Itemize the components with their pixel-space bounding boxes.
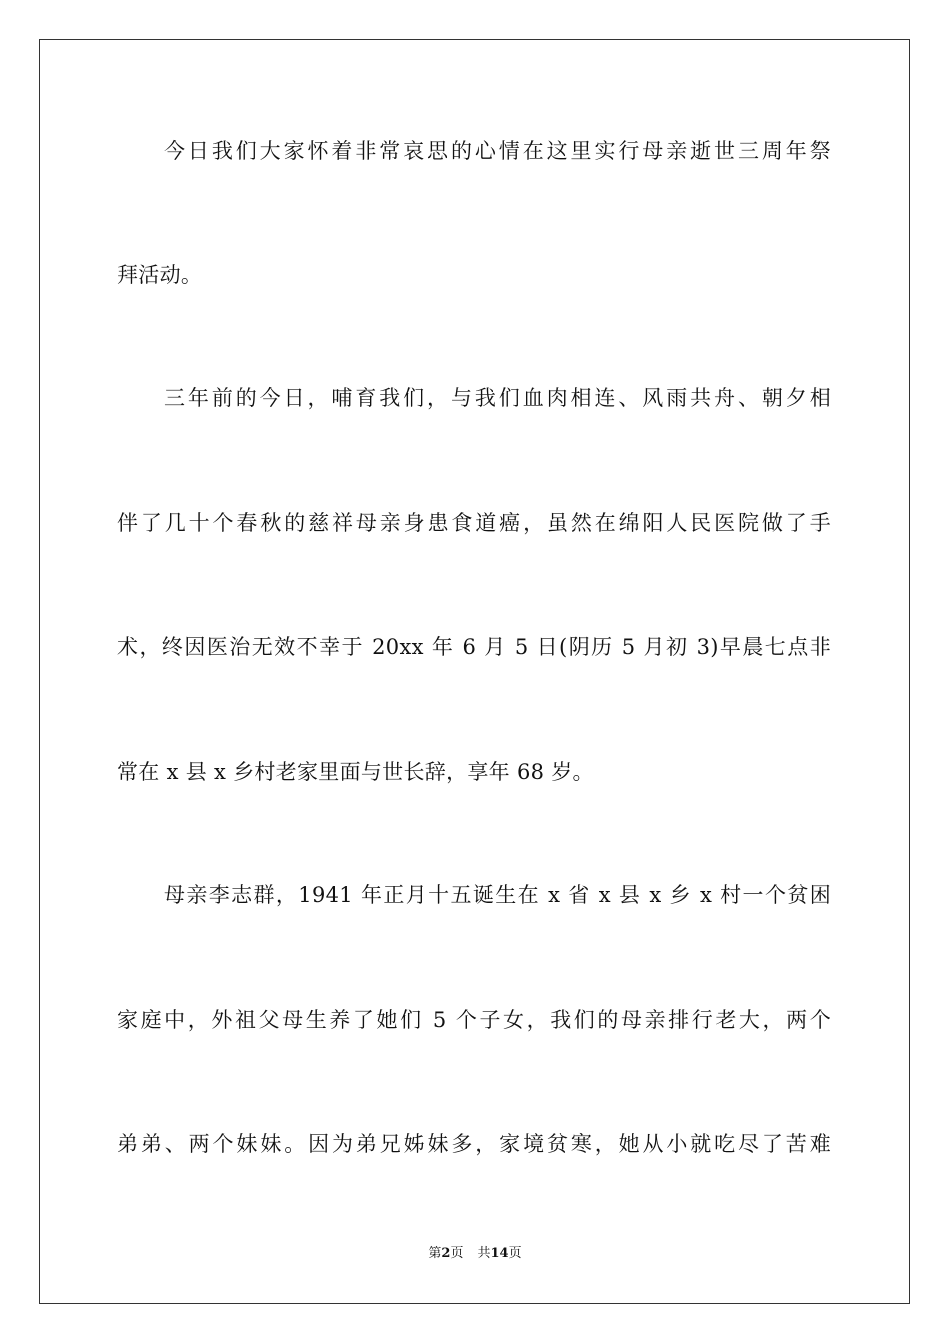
footer-total-prefix: 共 bbox=[477, 1246, 491, 1261]
footer-total-suffix: 页 bbox=[508, 1246, 522, 1261]
paragraph-2-line-1: 三年前的今日，哺育我们，与我们血肉相连、风雨共舟、朝夕相 bbox=[164, 386, 831, 410]
page-border bbox=[39, 39, 910, 1304]
paragraph-3-line-1: 母亲李志群，1941 年正月十五诞生在 x 省 x 县 x 乡 x 村一个贫困 bbox=[164, 883, 831, 907]
paragraph-2-line-2: 伴了几十个春秋的慈祥母亲身患食道癌，虽然在绵阳人民医院做了手 bbox=[117, 511, 831, 535]
paragraph-2-line-3: 术，终因医治无效不幸于 20xx 年 6 月 5 日(阴历 5 月初 3)早晨七点非 bbox=[117, 635, 831, 659]
paragraph-1-line-1: 今日我们大家怀着非常哀思的心情在这里实行母亲逝世三周年祭 bbox=[164, 139, 831, 163]
footer-total-pages: 14 bbox=[490, 1246, 509, 1261]
paragraph-2-line-4: 常在 x 县 x 乡村老家里面与世长辞，享年 68 岁。 bbox=[117, 760, 594, 784]
paragraph-3-line-3: 弟弟、两个妹妹。因为弟兄姊妹多，家境贫寒，她从小就吃尽了苦难 bbox=[117, 1132, 831, 1156]
paragraph-3-line-2: 家庭中，外祖父母生养了她们 5 个子女，我们的母亲排行老大，两个 bbox=[117, 1008, 831, 1032]
paragraph-1-line-2: 拜活动。 bbox=[117, 263, 203, 287]
footer-page-word: 页 bbox=[450, 1246, 464, 1261]
page-footer bbox=[0, 1245, 950, 1263]
footer-prefix: 第 bbox=[428, 1246, 442, 1261]
footer-current-page: 2 bbox=[441, 1246, 451, 1261]
